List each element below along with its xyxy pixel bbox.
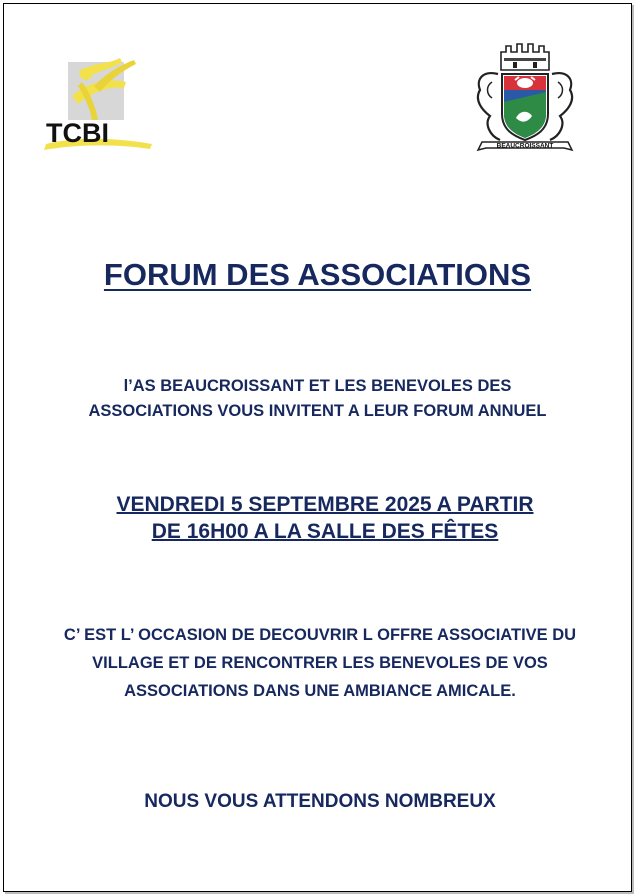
- poster-title: FORUM DES ASSOCIATIONS: [103, 257, 532, 292]
- description-line: ASSOCIATIONS DANS UNE AMBIANCE AMICALE.: [124, 682, 516, 700]
- invitation-line: ASSOCIATIONS VOUS INVITENT A LEUR FORUM ANNUEL: [88, 402, 547, 420]
- tcbi-logo-text: TCBI: [46, 118, 109, 148]
- event-date: [0, 491, 635, 545]
- coat-of-arms-banner-text: BEAUCROISSANT: [496, 142, 554, 150]
- tcbi-logo: [38, 52, 158, 152]
- beaucroissant-coat-of-arms: [468, 40, 582, 162]
- invitation-line: l’AS BEAUCROISSANT ET LES BENEVOLES DES: [123, 377, 512, 395]
- event-date-line: VENDREDI 5 SEPTEMBRE 2025 A PARTIR: [116, 493, 534, 516]
- invitation-text: [0, 374, 635, 424]
- description-line: VILLAGE ET DE RENCONTRER LES BENEVOLES DE VOS: [92, 654, 548, 672]
- event-date-line: DE 16H00 A LA SALLE DES FÊTES: [151, 520, 499, 543]
- description-text: [0, 621, 635, 705]
- description-line: C’ EST L’ OCCASION DE DECOUVRIR L OFFRE ASSOCIATIVE DU: [63, 626, 577, 644]
- closing-text: NOUS VOUS ATTENDONS NOMBREUX: [144, 791, 496, 812]
